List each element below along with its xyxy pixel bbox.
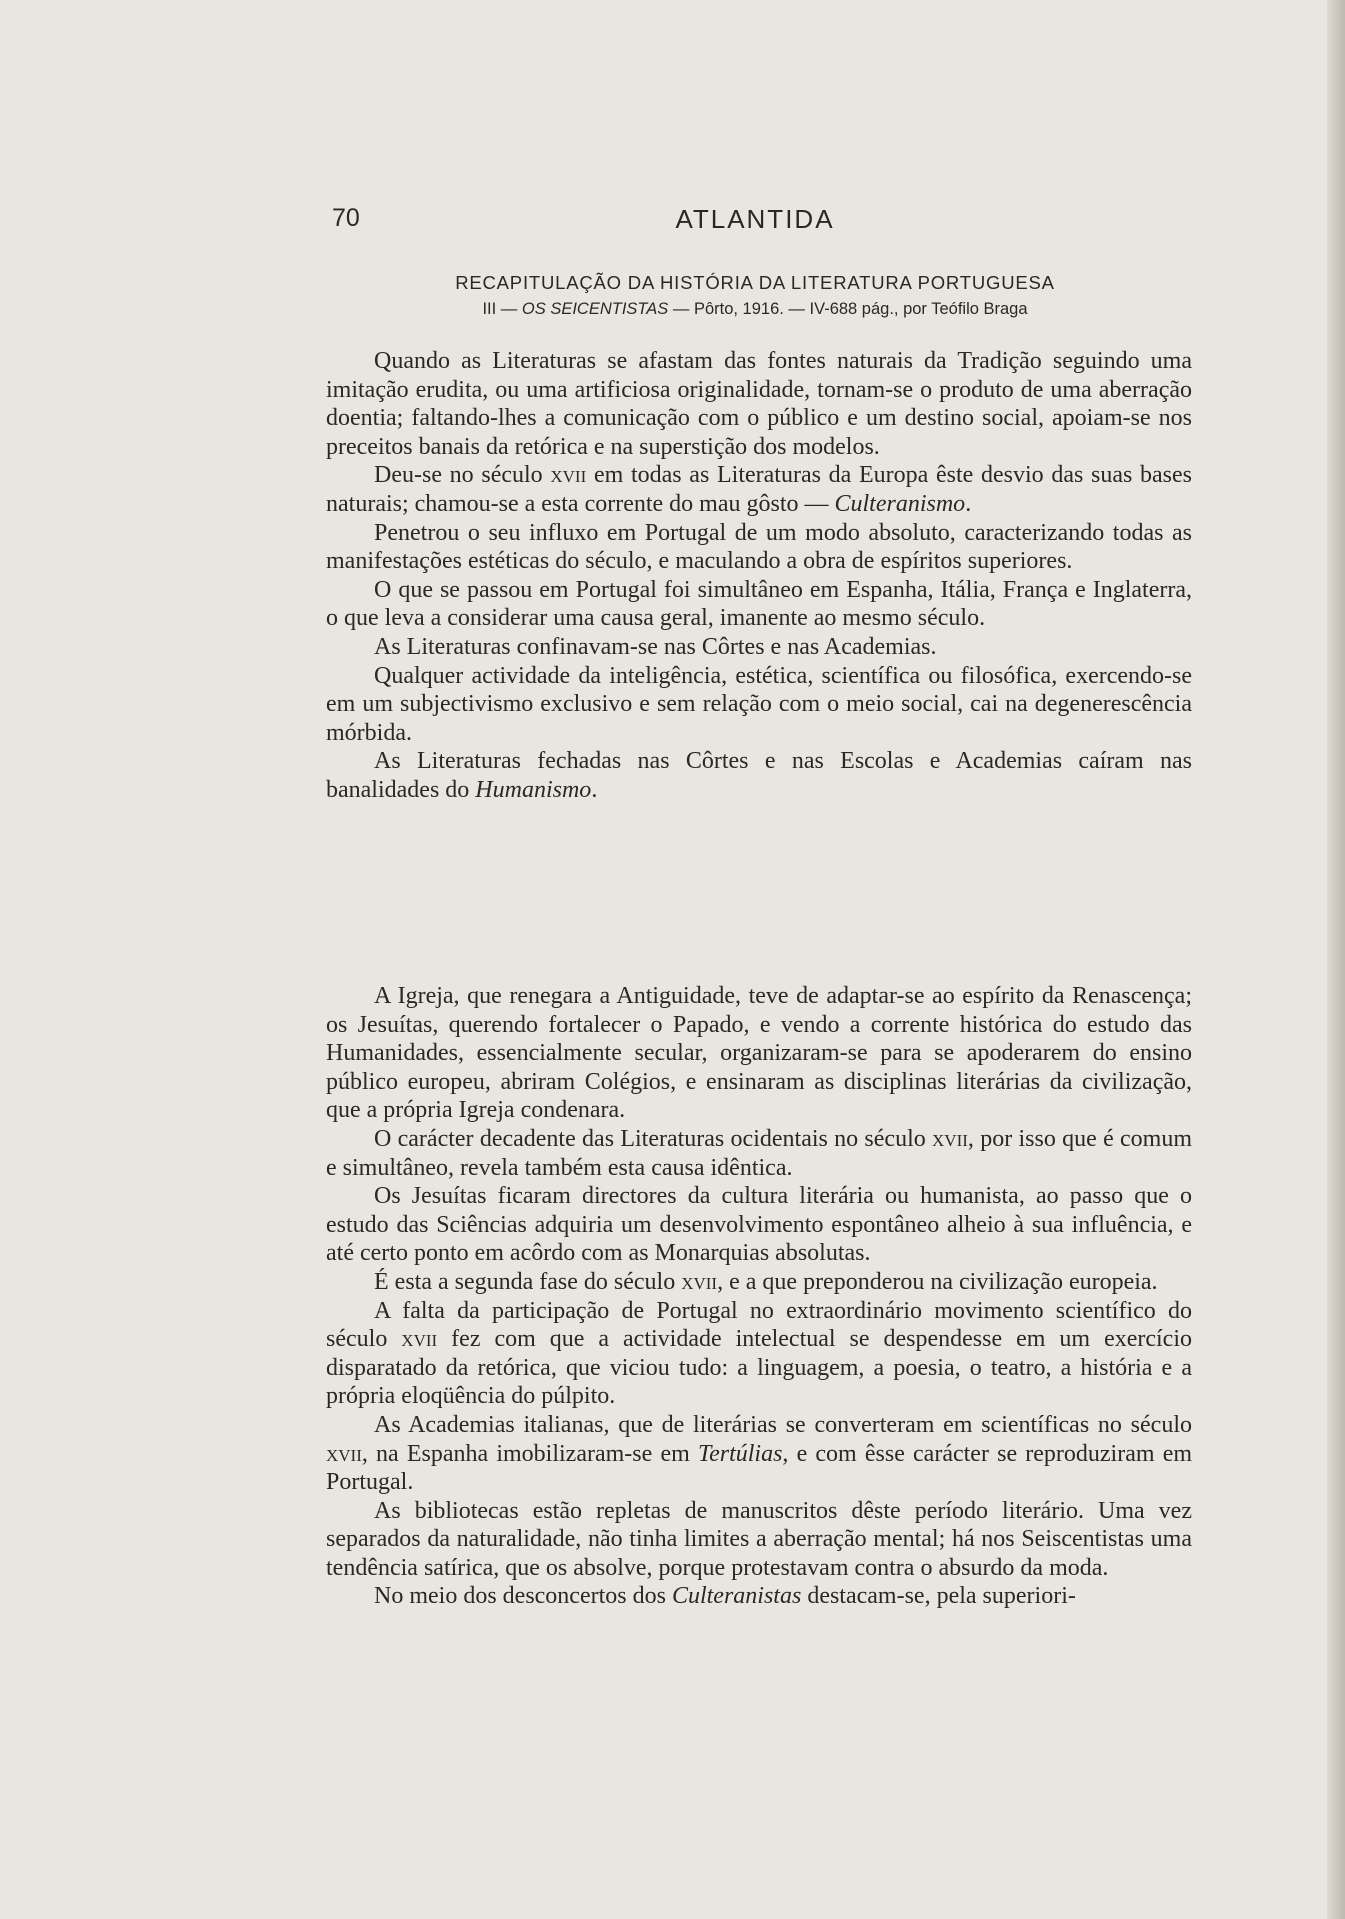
paragraph: As Literaturas confinavam-se nas Côrtes e nas Academias. xyxy=(374,633,937,660)
paragraph: O carácter decadente das Literaturas ocidentais no século xvii, por isso que é comum e simultâneo, revela também esta causa idêntica. xyxy=(326,1125,1192,1181)
running-title: ATLANTIDA xyxy=(675,204,835,234)
body-text-section-2 xyxy=(326,982,1192,1611)
paragraph: A Igreja, que renegara a Antiguidade, teve de adaptar-se ao espírito da Renascença; os Jesuítas, querendo fortalecer o Papado, e vendo a corrente histórica do estudo das Humanidades, essencialmente secular, organizaram-se para se apoderarem do ensino público europeu, abriram Colégios, e ensinaram as disciplinas literárias da civilização, que a própria Igreja condenara. xyxy=(326,983,1192,1124)
paragraph: As Academias italianas, que de literárias se converteram em scientíficas no século xvii, na Espanha imobilizaram-se em Tertúlias, e com êsse carácter se reproduziram em Portugal. xyxy=(326,1411,1193,1496)
paragraph: Penetrou o seu influxo em Portugal de um modo absoluto, caracterizando todas as manifestações estéticas do século, e maculando a obra de espíritos superiores. xyxy=(326,519,1192,575)
page-number: 70 xyxy=(332,204,360,232)
paragraph: As bibliotecas estão repletas de manuscritos dêste período literário. Uma vez separados da naturalidade, não tinha limites a aberração mental; há nos Seiscentistas uma tendência satírica, que os absolve, porque protestavam contra o absurdo da moda. xyxy=(326,1497,1192,1581)
paragraph: É esta a segunda fase do século xvii, e a que preponderou na civilização europeia. xyxy=(374,1268,1158,1295)
paragraph: As Literaturas fechadas nas Côrtes e nas Escolas e Academias caíram nas banalidades do Humanismo. xyxy=(326,748,1192,803)
page-edge-shadow xyxy=(1327,0,1345,1919)
review-heading xyxy=(332,270,1178,322)
review-publication: — Pôrto, 1916. — IV-688 pág., por Teófilo Braga xyxy=(668,300,1028,318)
paragraph: Qualquer actividade da inteligência, estética, scientífica ou filosófica, exercendo-se em um subjectivismo exclusivo e sem relação com o meio social, cai na degenerescência mórbida. xyxy=(326,662,1192,746)
paragraph: Deu-se no século xvii em todas as Literaturas da Europa êste desvio das suas bases naturais; chamou-se a esta corrente do mau gôsto — Culteranismo. xyxy=(326,462,1193,517)
review-title: RECAPITULAÇÃO DA HISTÓRIA DA LITERATURA PORTUGUESA xyxy=(455,272,1055,293)
paragraph: O que se passou em Portugal foi simultâneo em Espanha, Itália, França e Inglaterra, o que leva a considerar uma causa geral, imanente ao mesmo século. xyxy=(326,576,1192,632)
review-volume-title: OS SEICENTISTAS xyxy=(521,300,669,318)
review-subtitle xyxy=(332,296,1178,322)
paragraph: Quando as Literaturas se afastam das fontes naturais da Tradição seguindo uma imitação erudita, ou uma artificiosa originalidade, tornam-se o produto de uma aberração doentia; faltando-lhes a comunicação com o público e um destino social, apoiam-se nos preceitos banais da retórica e na superstição dos modelos. xyxy=(326,348,1192,460)
paragraph: Os Jesuítas ficaram directores da cultura literária ou humanista, ao passo que o estudo das Sciências adquiria um desenvolvimento espontâneo alheio à sua influência, e até certo ponto em acôrdo com as Monarquias absolutas. xyxy=(326,1183,1192,1267)
body-text-section-1 xyxy=(326,347,1192,805)
review-volume: III — xyxy=(482,300,522,318)
paragraph: No meio dos desconcertos dos Culteranistas destacam-se, pela superiori- xyxy=(374,1583,1076,1610)
page-header xyxy=(332,204,1178,240)
paragraph: A falta da participação de Portugal no extraordinário movimento scientífico do século xvii fez com que a actividade intelectual se despendesse em um exercício disparatado da retórica, que viciou tudo: a linguagem, a poesia, o teatro, a história e a própria eloqüência do púlpito. xyxy=(326,1297,1193,1410)
